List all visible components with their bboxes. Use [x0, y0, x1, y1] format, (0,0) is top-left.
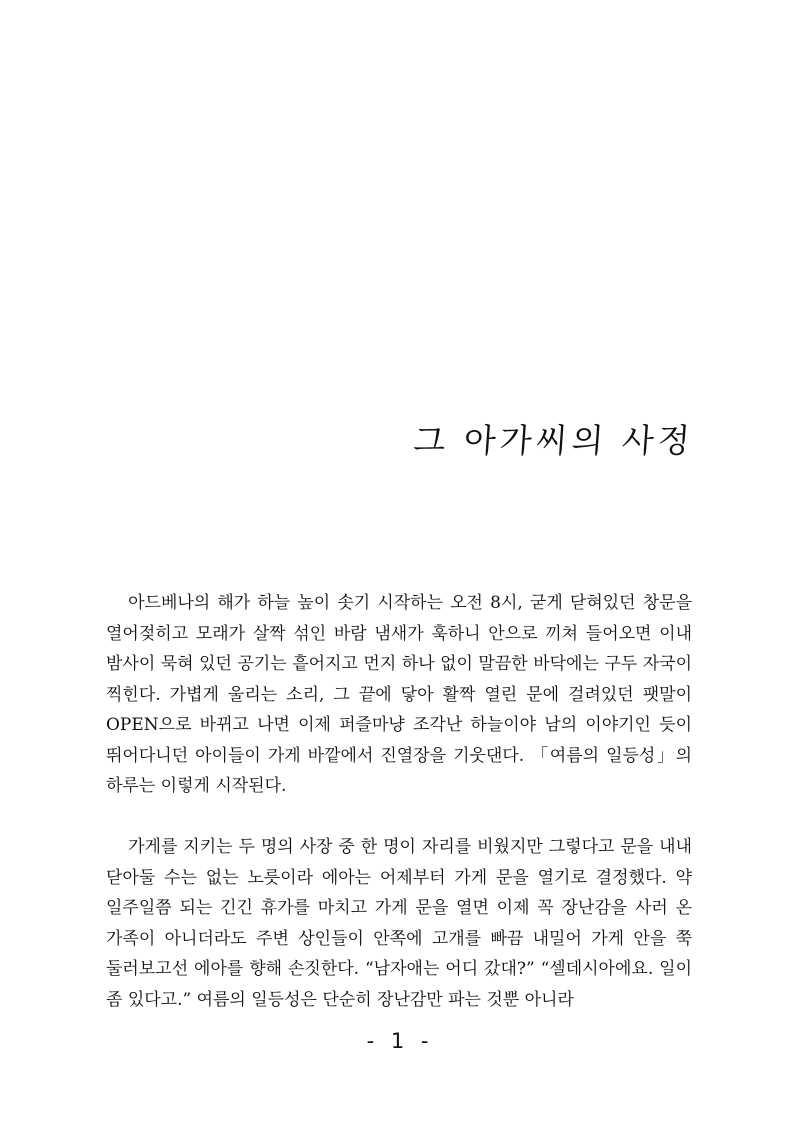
chapter-title: 그 아가씨의 사정 [412, 421, 695, 460]
paragraph-1: 아드베나의 해가 하늘 높이 솟기 시작하는 오전 8시, 굳게 닫혀있던 창문을 열어젖히고 모래가 살짝 섞인 바람 냄새가 훅하니 안으로 끼쳐 들어오면 이내 밤사이 묵혀 있던 공기는 흩어지고 먼지 하나 없이 말끔한 바닥에는 구두 자국이 찍힌다. 가볍게 울리는 소리, 그 끝에 닿아 활짝 열린 문에 걸려있던 팻말이 OPEN으로 바뀌고 나면 이제 퍼즐마냥 조각난 하늘이야 남의 이야기인 듯이 뛰어다니던 아이들이 가게 바깥에서 진열장을 기웃댄다. 「여름의 일등성」의 하루는 이렇게 시작된다. [106, 593, 692, 796]
paragraph-2: 가게를 지키는 두 명의 사장 중 한 명이 자리를 비웠지만 그렇다고 문을 내내 닫아둘 수는 없는 노릇이라 에아는 어제부터 가게 문을 열기로 결정했다. 약 일주일쯤 되는 긴긴 휴가를 마치고 가게 문을 열면 이제 꼭 장난감을 사러 온 가족이 아니더라도 주변 상인들이 안쪽에 고개를 빠끔 내밀어 가게 안을 쭉 둘러보고선 에아를 향해 손짓한다. “남자애는 어디 갔대?” “셀데시아에요. 일이 좀 있다고.” 여름의 일등성은 단순히 장난감만 파는 것뿐 아니라 [106, 837, 692, 1010]
page-number: - 1 - [366, 1029, 434, 1053]
body-text [106, 588, 692, 1015]
